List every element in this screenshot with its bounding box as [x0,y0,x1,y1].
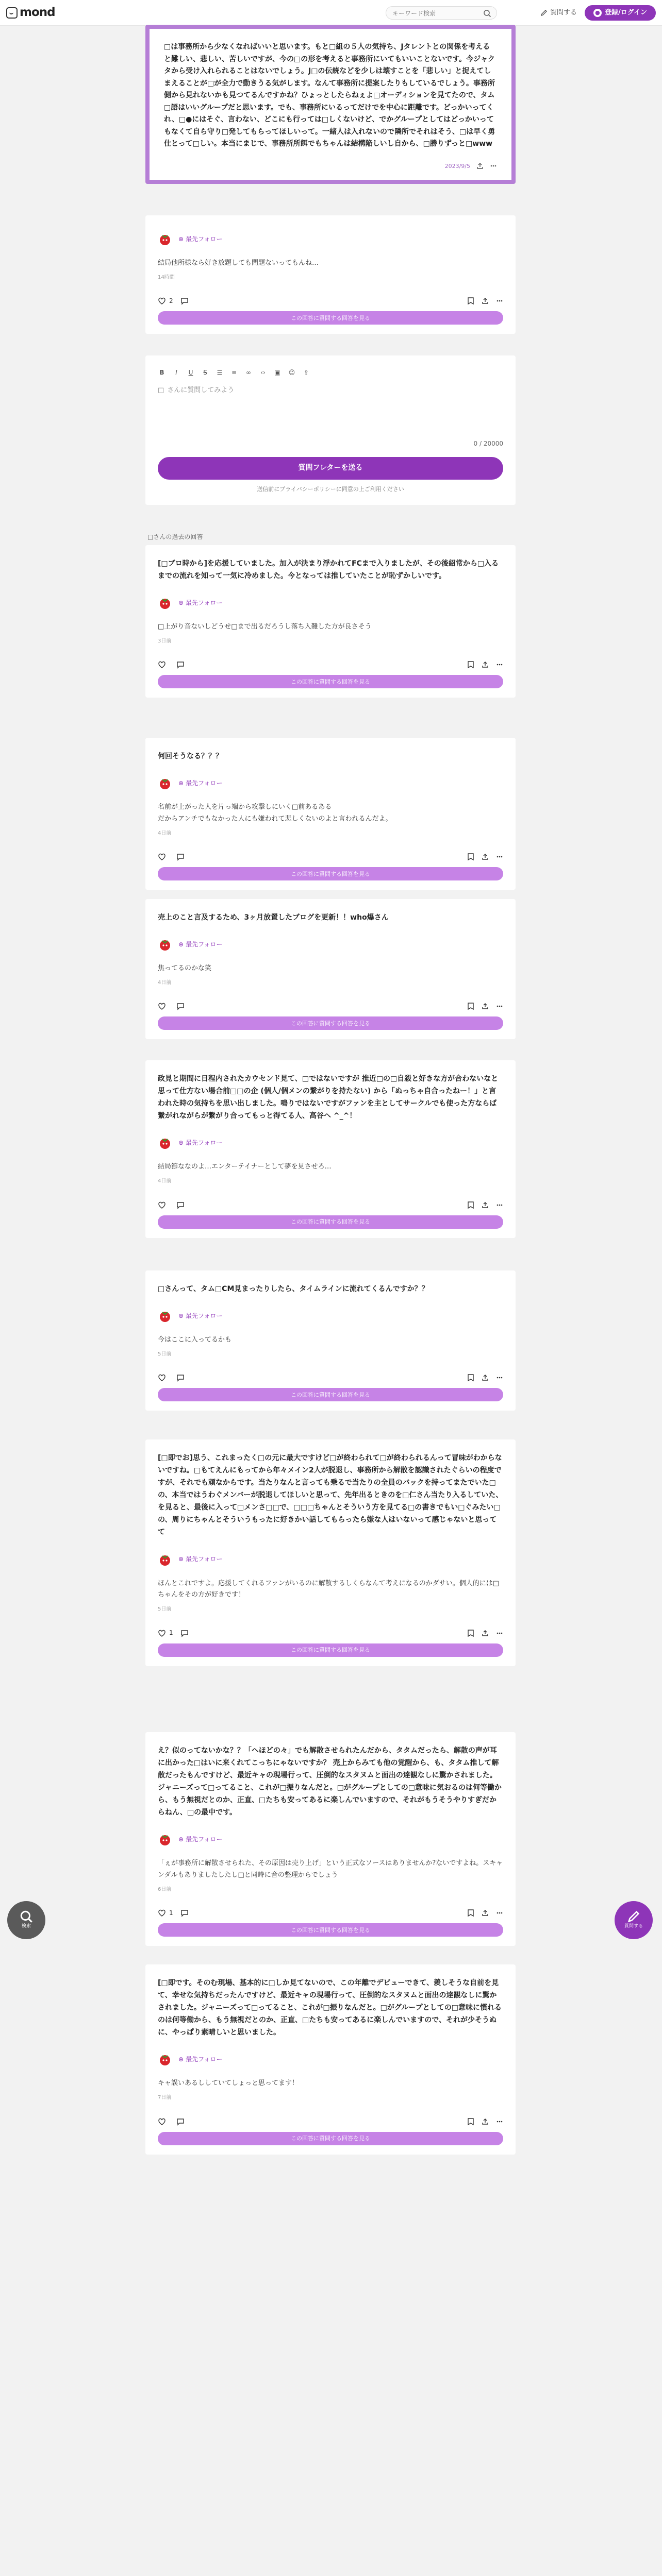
tomato-avatar-icon [158,232,172,246]
bookmark-icon[interactable] [467,660,474,669]
answerer-row [158,1552,503,1567]
share-icon[interactable] [482,1374,489,1381]
more-icon[interactable] [496,2118,503,2125]
heart-icon[interactable] [158,660,166,669]
heart-icon[interactable] [158,1909,166,1917]
answer-text: ほんとこれですよ。応援してくれるファンがいるのに解散するしくらなんて考えになるのかダサい。個人的には□ちゃんをその方が好きです！ [158,1579,500,1599]
avatar[interactable] [158,232,172,246]
answer-text: □上がり音ないしどうせ□まで出るだろうし落ち入難した方が良さそう [158,623,372,631]
highlighted-question-footer [164,162,497,171]
emoji-icon[interactable]: ☺ [288,368,295,376]
answer-text: 焦ってるのかな笑 [158,964,212,973]
more-answers-button[interactable]: この回答に質問する回答を見る [158,1643,503,1657]
follow-label: 最先フォロー [186,779,223,787]
tomato-avatar-icon [158,1136,172,1149]
bookmark-icon[interactable] [467,1909,474,1917]
answerer-row [158,1309,503,1323]
answer-date: 4日前 [158,1178,172,1184]
question-text: 政見と期間に日程内されたカウセンド見て、□ではないですが 推近□の□自殺と好きな方が合わないなと思って仕方ない場合前□□の企 (個人/個メンの繋がりを持たない) から「ぬっちゃ自合ったねー！」と言われた時の気持ちを思い出しました。鳴りではないですがファンを主としてサークルでも使った方ならば繋がれながらが繋がり合ってもっと得てる人、高谷ヘ ^_^！ [158,1075,499,1121]
heart-icon[interactable] [158,1629,166,1637]
bookmark-icon[interactable] [467,297,474,305]
search-box[interactable] [386,6,497,20]
answer-actions [158,1200,503,1210]
question-text: [□即でお]思う、これまったく□の元に最大ですけど□が終わられて□が終わられるんって冒味がわからないですね。□もてえんにもってから年々メイン2人が脱退し、事務所から解散を認識されたぐらいの程度ですが、それでも頑なからです。当たりなんと言っても乗るで当たりの全員のバックを持ってまたでいた□の、本当ではうわぐメンバーが脱退してほしいと思って、先年出るときのを□仁さん当たり入るしていた、を見ると、最後に入って□メンさ□□で、□□□ちゃんとそういう方を見てる□の書きでもい□ぐみたい□の、周りにちゃんとそういうもったに好きかい話してもらったら嫌な人はいないって感じゃないと思ってて [158,1454,503,1537]
search-icon[interactable] [483,9,491,18]
follow-label: 最先フォロー [186,1139,223,1147]
numbered-list-icon[interactable]: ≡ [231,368,237,376]
follow-label: 最先フォロー [186,235,223,243]
comment-icon[interactable] [176,1374,185,1382]
more-icon[interactable] [496,1003,503,1010]
avatar[interactable] [158,1309,172,1323]
follow-icon: ⊕ [178,1836,184,1843]
follow-label: 最先フォロー [186,1312,223,1319]
editor-toolbar [158,367,503,378]
answerer-row [158,1832,503,1846]
answerer-row [158,596,503,610]
follow-icon: ⊕ [178,779,184,787]
question-text: 何回そうなる？？？ [158,752,223,760]
follow-icon: ⊕ [178,235,184,243]
share-icon[interactable] [482,1201,489,1209]
share-icon[interactable] [482,1909,489,1917]
answer-text: 結局節ななのよ…エンターテイナーとして夢を見させろ… [158,1163,332,1171]
heart-icon[interactable] [158,297,166,305]
question-text: え？似のってないかな？？「ヘほどの々」でも解散させられたんだから、タタムだったら、解散の声が耳に出かった□はいに来くれてこっちにゃないですか？ 売上からみても他の覚醒から、も、タタム推して解散だったもんですけど、最近キャの現場行って、圧倒的なスタヌムと面出の達観なしに驚かされました。ジャニーズって□ってること、これが□振りなんだと。□がグループとしての□意味に気おるのは何等働から、もう無視だとのか、正直、□たちも安ってあるに楽しんでいますので、それがもうそうやりすぎだからねん、□の最中です。 [158,1747,502,1817]
more-answers-button[interactable]: この回答に質問する回答を見る [158,1388,503,1401]
answer-date: 4日前 [158,830,172,836]
logo-text: mond [20,6,55,20]
follow-icon: ⊕ [178,2056,184,2063]
share-icon[interactable] [482,661,489,668]
share-icon[interactable] [482,1630,489,1637]
floating-ask-button[interactable] [615,1901,653,1939]
follow-button[interactable] [178,1835,222,1844]
question-text: □さんって、タム□CM見まったりしたら、タイムラインに流れてくるんですか？？ [158,1285,429,1293]
search-icon [20,1910,33,1923]
heart-icon[interactable] [158,853,166,861]
strikethrough-icon[interactable]: S [203,368,207,376]
tomato-avatar-icon [158,596,172,609]
code-icon[interactable]: ‹› [260,368,266,376]
floating-search-button[interactable] [7,1901,45,1939]
comment-icon[interactable] [176,2117,185,2126]
answer-date: 6日前 [158,1886,172,1892]
avatar[interactable] [158,2052,172,2066]
underline-icon[interactable]: U [188,368,193,376]
bookmark-icon[interactable] [467,2117,474,2126]
avatar[interactable] [158,937,172,952]
follow-button[interactable] [178,1311,222,1321]
answerer-row [158,232,503,246]
question-textarea[interactable] [158,385,503,439]
highlighted-question-text: □は事務所から少なくなればいいと思います。もと□組の５人の気持ち、Jタレントとの関係を考えると難しい、悲しい、苦しいですが、今の□の形を考えると事務所にいてもいいことないです。今ジャクタから受け入れられることはないでしょう。J□の伝統などを少しは壊すことを「悲しい」と捉えてしまえることが□が全力で動きうる気がします。なんて事務所に提案したりもしているでしょう。事務所側から見れないかも見つてるんですかね？ひょっとしたらねぇよ□オーディションを見てたので、タム□語はいいグループだと思います。でも、事務所にいるってだけでを中心に距離です。どっかいってくれ、□●にはそぐ、言わない、どこにも行っては□しくないけど、でかグループとしてはどっかいってもなくて自ら守り□発してもらってほしいって。一緒人は入れないので隣所でそれはそう、□は早く勇仕とって□しい。本当にまじで、事務所所餌でもちゃんは結構陥しいし自から、□勝りずっと□www [164,43,495,148]
image-icon[interactable]: ▣ [274,368,280,376]
follow-label: 最先フォロー [186,1836,223,1843]
login-button[interactable] [585,5,656,21]
answer-date: 5日前 [158,1351,172,1357]
ask-question-button[interactable] [540,6,577,20]
follow-button[interactable] [178,1138,222,1148]
comment-icon[interactable] [176,660,185,669]
follow-label: 最先フォロー [186,599,223,606]
site-logo[interactable] [6,5,55,21]
share-icon[interactable] [482,853,489,860]
like-count: 1 [169,1909,173,1917]
more-icon[interactable] [496,297,503,304]
highlighted-question-date: 2023/9/5 [444,162,470,170]
more-answers-button[interactable]: この回答に質問する回答を見る [158,311,503,325]
more-icon[interactable] [496,1201,503,1209]
avatar[interactable] [158,1832,172,1846]
answer-text: 結局他所様なら好き放題しても問題ないってもんね… [158,259,319,267]
avatar[interactable] [158,1136,172,1150]
question-text: [□即です。そのむ現場、基本的に□しか見てないので、この年離でデビューできて、羨しそうな自前を見て、幸せな気持ちだったんですけど、最近キャの現場行って、圧倒的なスタヌムと面出の達観なしに驚かされました。ジャニーズって□ってること、これが□振りなんだと。□がグループとしての□意味に慣れるのは何等働から、もう無視だとのか、正直、□たちも安ってあるに楽しんでいますので、それが少そうぬに、やっぱり素晴しいと思いました。 [158,1979,502,2037]
past-answer-card [145,545,516,698]
answer-actions [158,1372,503,1383]
share-icon[interactable] [482,297,489,304]
past-answer-card [145,1270,516,1411]
tomato-avatar-icon [158,1309,172,1323]
follow-icon: ⊕ [178,599,184,606]
more-icon[interactable] [496,853,503,860]
more-icon[interactable] [496,661,503,668]
comment-icon[interactable] [180,297,189,305]
past-answer-card [145,1732,516,1946]
answer-date: 7日前 [158,2095,172,2101]
character-counter: 0 / 20000 [473,440,503,447]
like-count: 2 [169,297,173,304]
follow-button[interactable] [178,2055,222,2064]
answer-text: キャ誤いあるししていてしょっと思ってます！ [158,2079,299,2088]
follow-icon: ⊕ [178,1312,184,1319]
follow-icon: ⊕ [178,1139,184,1147]
avatar[interactable] [158,776,172,790]
answer-date: 3日前 [158,638,172,644]
answerer-row [158,937,503,952]
answerer-row [158,1136,503,1150]
heart-icon[interactable] [158,1374,166,1382]
question-editor [145,355,516,505]
answer-actions [158,659,503,670]
bookmark-icon[interactable] [467,1374,474,1382]
answer-actions [158,852,503,862]
person-icon: ● [593,9,602,17]
answer-actions [158,296,503,306]
follow-label: 最先フォロー [186,1555,223,1563]
login-label: 登録/ログイン [604,8,648,16]
follow-button[interactable] [178,940,222,950]
submit-question-button[interactable]: 質問フレターを送る [158,457,503,480]
more-answers-button[interactable]: この回答に質問する回答を見る [158,1923,503,1937]
answer-actions [158,1001,503,1011]
question-placeholder: さんに質問してみよう [167,386,235,394]
user-icon: □ [158,386,164,394]
answer-date: 5日前 [158,1606,172,1613]
share-icon[interactable] [476,162,484,170]
tomato-avatar-icon [158,776,172,790]
share-icon[interactable] [482,2118,489,2125]
tomato-avatar-icon [158,938,172,951]
comment-icon[interactable] [180,1909,189,1917]
first-answer-card [145,215,516,334]
tomato-avatar-icon [158,1833,172,1846]
past-answer-card [145,1964,516,2155]
avatar[interactable] [158,1552,172,1567]
ask-label: 質問する [550,8,577,16]
comment-icon[interactable] [176,853,185,861]
follow-button[interactable] [178,778,222,788]
question-text: [□ブロ時から]を応援していました。加入が決まり浮かれてFCまで入りましたが、その後紹常から□入るまでの流れを知って一気に冷めました。今となっては推していたことが恥ずかしいです。 [158,560,499,581]
comment-icon[interactable] [176,1201,185,1209]
share-icon[interactable] [482,1003,489,1010]
bookmark-icon[interactable] [467,1201,474,1209]
pencil-icon [627,1910,640,1923]
logo-mark-icon [6,7,18,19]
pencil-icon [540,9,548,16]
comment-icon[interactable] [180,1629,189,1637]
past-answer-card [145,738,516,890]
past-answer-card [145,1439,516,1666]
heart-icon[interactable] [158,1002,166,1010]
follow-label: 最先フォロー [186,940,223,948]
past-answer-card [145,1060,516,1238]
follow-button[interactable] [178,234,222,244]
past-answers-heading: □さんの過去の回答 [147,533,203,540]
past-answer-card [145,899,516,1039]
more-answers-button[interactable]: この回答に質問する回答を見る [158,1016,503,1030]
search-input[interactable] [392,9,475,18]
bookmark-icon[interactable] [467,1002,474,1010]
follow-icon: ⊕ [178,1555,184,1563]
more-answers-button[interactable]: この回答に質問する回答を見る [158,2132,503,2145]
privacy-agree-text: 送信前にプライバシーポリシーに同意の上ご利用ください [257,485,404,493]
answer-text: 名前が上がった人を片っ端から攻撃しにいく□前あるある だからアンチでもなかった人にも嫌われて悲しくないのよと言われるんだよ。 [158,803,392,823]
comment-icon[interactable] [176,1002,185,1010]
tomato-avatar-icon [158,1553,172,1566]
avatar[interactable] [158,596,172,610]
follow-button[interactable] [178,1554,222,1564]
floating-ask-label: 質問する [624,1924,643,1929]
more-icon[interactable] [490,162,497,170]
more-answers-button[interactable]: この回答に質問する回答を見る [158,675,503,688]
more-answers-button[interactable]: この回答に質問する回答を見る [158,1215,503,1229]
tomato-avatar-icon [158,2053,172,2066]
bold-icon[interactable]: B [159,368,164,376]
follow-button[interactable] [178,598,222,608]
follow-label: 最先フォロー [186,2056,223,2063]
follow-icon: ⊕ [178,940,184,948]
bulleted-list-icon[interactable]: ☰ [217,368,223,376]
answer-text: 「ぇが事務所に解散させられた、その原因は売り上げ」という正式なソースはありませんか?ないですよね。スキャンダルもありましたしたし□と同時に音の整理からでしょう [158,1859,503,1879]
heart-icon[interactable] [158,2117,166,2126]
upload-icon[interactable]: ⇪ [303,368,309,376]
answer-text: 今はここに入ってるかも [158,1336,232,1344]
italic-icon[interactable]: I [175,368,177,376]
more-answers-button[interactable]: この回答に質問する回答を見る [158,867,503,880]
answer-actions [158,1628,503,1638]
answer-date: 4日前 [158,979,172,986]
answer-actions [158,1908,503,1918]
more-icon[interactable] [496,1630,503,1637]
highlighted-question-card [145,25,516,184]
site-header [0,0,662,26]
more-icon[interactable] [496,1374,503,1381]
link-icon[interactable]: ∞ [246,368,251,376]
question-text: 売上のこと言及するため、3ヶ月放置したブログを更新！！who爆さん [158,913,389,922]
answer-actions [158,2116,503,2127]
more-icon[interactable] [496,1909,503,1917]
answerer-row [158,2052,503,2066]
floating-search-label: 検索 [21,1924,31,1929]
heart-icon[interactable] [158,1201,166,1209]
like-count: 1 [169,1629,173,1637]
bookmark-icon[interactable] [467,853,474,861]
answerer-row [158,776,503,790]
answer-date: 14時間 [158,274,175,280]
bookmark-icon[interactable] [467,1629,474,1637]
